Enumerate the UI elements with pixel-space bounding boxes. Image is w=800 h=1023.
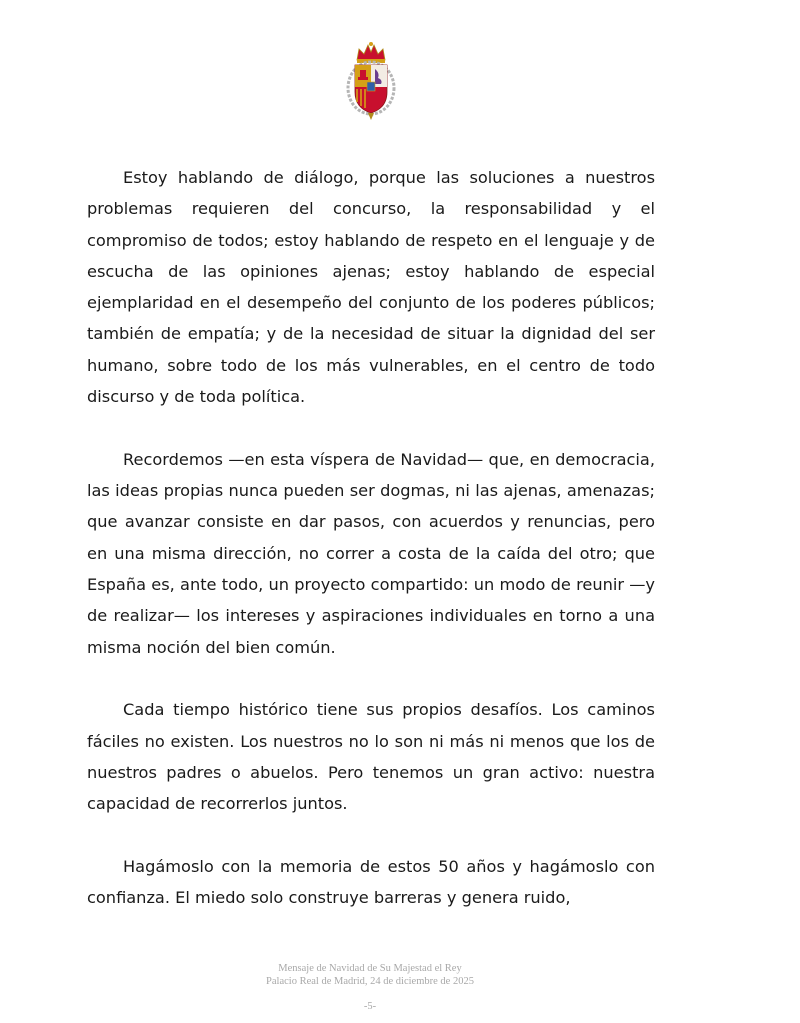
paragraph: Estoy hablando de diálogo, porque las soluciones a nuestros problemas requieren del concurso, la responsabilidad y el compromiso de todos; estoy hablando de respeto en el lenguaje y de escucha de las opiniones ajenas; estoy hablando de especial ejemplaridad en el desempeño del conjunto de los poderes públicos; también de empatía; y de la necesidad de situar la dignidad del ser humano, sobre todo de los más vulnerables, en el centro de todo discurso y de toda política. — [87, 168, 655, 407]
speech-body — [87, 162, 655, 913]
page-number: -5- — [363, 1001, 377, 1012]
paragraph: Cada tiempo histórico tiene sus propios desafíos. Los caminos fáciles no existen. Los nuestros no lo son ni más ni menos que los de nuestros padres o abuelos. Pero tenemos un gran activo: nuestra capacidad de recorrerlos juntos. — [87, 700, 655, 814]
footer-location-date: Palacio Real de Madrid, 24 de diciembre de 2025 — [266, 976, 474, 987]
paragraph: Hagámoslo con la memoria de estos 50 años y hagámoslo con confianza. El miedo solo construye barreras y genera ruido, — [87, 856, 655, 908]
footer-title: Mensaje de Navidad de Su Majestad el Rey — [278, 963, 462, 974]
paragraph: Recordemos —en esta víspera de Navidad— que, en democracia, las ideas propias nunca pueden ser dogmas, ni las ajenas, amenazas; que avanzar consiste en dar pasos, con acuerdos y renuncias, pero en una misma dirección, no correr a costa de la caída del otro; que España es, ante todo, un proyecto compartido: un modo de reunir —y de realizar— los intereses y aspiraciones individuales en torno a una misma noción del bien común. — [87, 449, 655, 657]
royal-crest-icon — [345, 40, 397, 122]
